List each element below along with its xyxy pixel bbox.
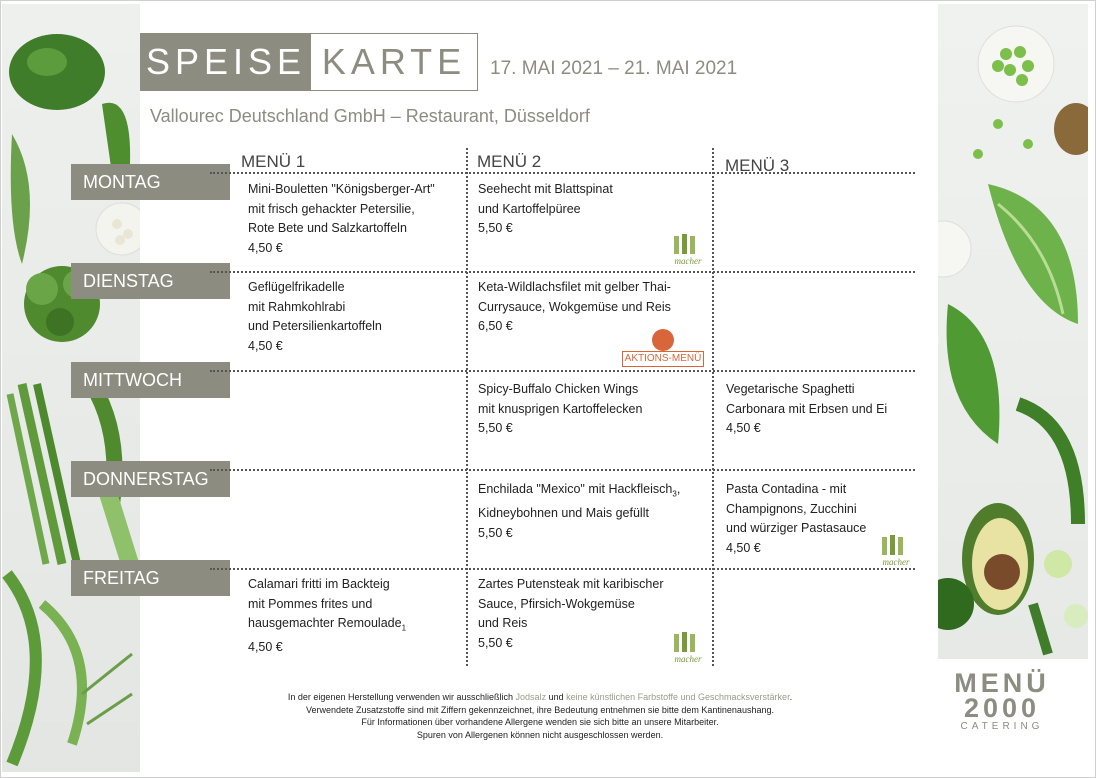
- macher-badge: [874, 533, 918, 569]
- macher-icon: [874, 533, 918, 569]
- column-header-menu-3: MENÜ 3: [725, 156, 790, 175]
- macher-icon: [666, 630, 710, 666]
- dish-line: hausgemachter Remoulade: [248, 616, 402, 630]
- column-divider: [712, 148, 714, 666]
- row-divider: [210, 568, 915, 570]
- logo-line-1: MENÜ: [954, 668, 1050, 698]
- vegetable-photo-right: [938, 4, 1088, 659]
- dish-line: Kidneybohnen und Mais gefüllt: [478, 506, 649, 520]
- dish-price: 4,50 €: [248, 640, 283, 654]
- column-divider: [466, 148, 468, 666]
- day-label-dienstag: DIENSTAG: [71, 263, 230, 299]
- dish-line: Sauce, Pfirsich-Wokgemüse: [478, 596, 635, 611]
- dish-tuesday-menu-1: [248, 278, 382, 356]
- macher-label: macher: [882, 557, 910, 567]
- row-divider: [210, 469, 915, 471]
- day-label-montag: MONTAG: [71, 164, 230, 200]
- dish-line: mit frisch gehackter Petersilie,: [248, 201, 415, 216]
- dish-line: Keta-Wildlachsfilet mit gelber Thai-: [478, 280, 671, 294]
- dish-monday-menu-1: [248, 180, 435, 258]
- dish-friday-menu-2: [478, 575, 664, 653]
- day-label-freitag: FREITAG: [71, 560, 230, 596]
- dish-wednesday-menu-3: [726, 380, 887, 439]
- menu-title: [140, 33, 478, 91]
- aktions-icon: [652, 329, 674, 351]
- dish-line: mit Rahmkohlrabi: [248, 299, 346, 314]
- dish-price: 4,50 €: [248, 240, 283, 255]
- day-label-donnerstag: DONNERSTAG: [71, 461, 230, 497]
- dish-price: 6,50 €: [478, 319, 513, 333]
- dish-friday-menu-1: [248, 575, 406, 658]
- date-range: 17. MAI 2021 – 21. MAI 2021: [490, 58, 738, 79]
- column-header-menu-2: MENÜ 2: [477, 152, 542, 171]
- row-divider: [210, 172, 915, 174]
- dish-line: Carbonara mit Erbsen und Ei: [726, 401, 888, 416]
- footer-text: In der eigenen Herstellung verwenden wir ausschließlich: [287, 692, 514, 702]
- logo-line-3: CATERING: [960, 721, 1044, 732]
- footer-text: Spuren von Allergenen können nicht ausgeschlossen werden.: [416, 729, 664, 740]
- macher-label: macher: [674, 256, 702, 266]
- column-header-menu-1: MENÜ 1: [241, 152, 306, 171]
- dish-line: und Petersilienkartoffeln: [248, 319, 382, 333]
- dish-line: und Reis: [478, 616, 528, 630]
- dish-line: Zartes Putensteak mit karibischer: [478, 577, 664, 591]
- aktions-menu-badge: [622, 329, 704, 369]
- footer-notes: [210, 691, 870, 741]
- dish-line: Seehecht mit Blattspinat: [478, 182, 613, 196]
- footer-text: .: [789, 692, 793, 702]
- day-label-mittwoch: MITTWOCH: [71, 362, 230, 398]
- dish-line: Rote Bete und Salzkartoffeln: [248, 221, 407, 235]
- dish-line: Currysauce, Wokgemüse und Reis: [478, 299, 671, 314]
- footer-text: und: [548, 692, 564, 702]
- dish-line: Vegetarische Spaghetti: [726, 382, 855, 396]
- macher-badge: [666, 630, 710, 666]
- title-speise: SPEISE: [141, 34, 311, 90]
- logo-line-2: 2000: [963, 693, 1041, 723]
- dish-thursday-menu-2: [478, 480, 680, 543]
- dish-line: Pasta Contadina - mit: [726, 482, 847, 496]
- additive-number: 3: [672, 489, 677, 499]
- dish-line: und Kartoffelpüree: [478, 201, 581, 216]
- dish-price: 5,50 €: [478, 221, 513, 235]
- dish-price: 4,50 €: [248, 338, 283, 353]
- dish-line: mit knusprigen Kartoffelecken: [478, 401, 643, 416]
- dish-price: 5,50 €: [478, 635, 513, 650]
- menu-2000-logo: [946, 670, 1058, 740]
- dish-line-end: ,: [676, 482, 681, 496]
- footer-highlight: Jodsalz: [515, 692, 547, 702]
- dish-line: Spicy-Buffalo Chicken Wings: [478, 382, 639, 396]
- macher-badge: [666, 232, 710, 268]
- row-divider: [210, 370, 915, 372]
- footer-highlight: keine künstlichen Farbstoffe und Geschmacksverstärker: [566, 692, 790, 702]
- dish-price: 5,50 €: [478, 525, 513, 540]
- dish-price: 4,50 €: [726, 421, 761, 435]
- dish-line: Calamari fritti im Backteig: [248, 577, 390, 591]
- vegetables-illustration-right: [938, 4, 1088, 659]
- dish-line: und würziger Pastasauce: [726, 521, 867, 535]
- footer-text: Verwendete Zusatzstoffe sind mit Ziffern gekennzeichnet, ihre Bedeutung entnehmen sie bitte dem Kantinenaushang.: [306, 704, 774, 715]
- macher-icon: [666, 232, 710, 268]
- dish-line: Champignons, Zucchini: [726, 501, 857, 516]
- dish-line: Geflügelfrikadelle: [248, 280, 345, 294]
- dish-wednesday-menu-2: [478, 380, 642, 439]
- dish-thursday-menu-3: [726, 480, 866, 558]
- dish-monday-menu-2: [478, 180, 613, 239]
- aktions-label: AKTIONS-MENÜ: [622, 351, 704, 367]
- dish-price: 4,50 €: [726, 540, 761, 555]
- title-karte: KARTE: [321, 41, 467, 82]
- additive-number: 1: [401, 623, 407, 633]
- dish-tuesday-menu-2: [478, 278, 671, 337]
- macher-label: macher: [674, 654, 702, 664]
- restaurant-location: Vallourec Deutschland GmbH – Restaurant, Düsseldorf: [150, 106, 590, 126]
- dish-line: Enchilada "Mexico" mit Hackfleisch: [478, 482, 673, 496]
- dish-price: 5,50 €: [478, 421, 513, 435]
- row-divider: [210, 271, 915, 273]
- dish-line: Mini-Bouletten "Königsberger-Art": [248, 182, 435, 196]
- dish-line: mit Pommes frites und: [248, 596, 373, 611]
- footer-text: Für Informationen über vorhandene Allergene wenden sie sich bitte an unsere Mitarbeiter.: [361, 717, 719, 727]
